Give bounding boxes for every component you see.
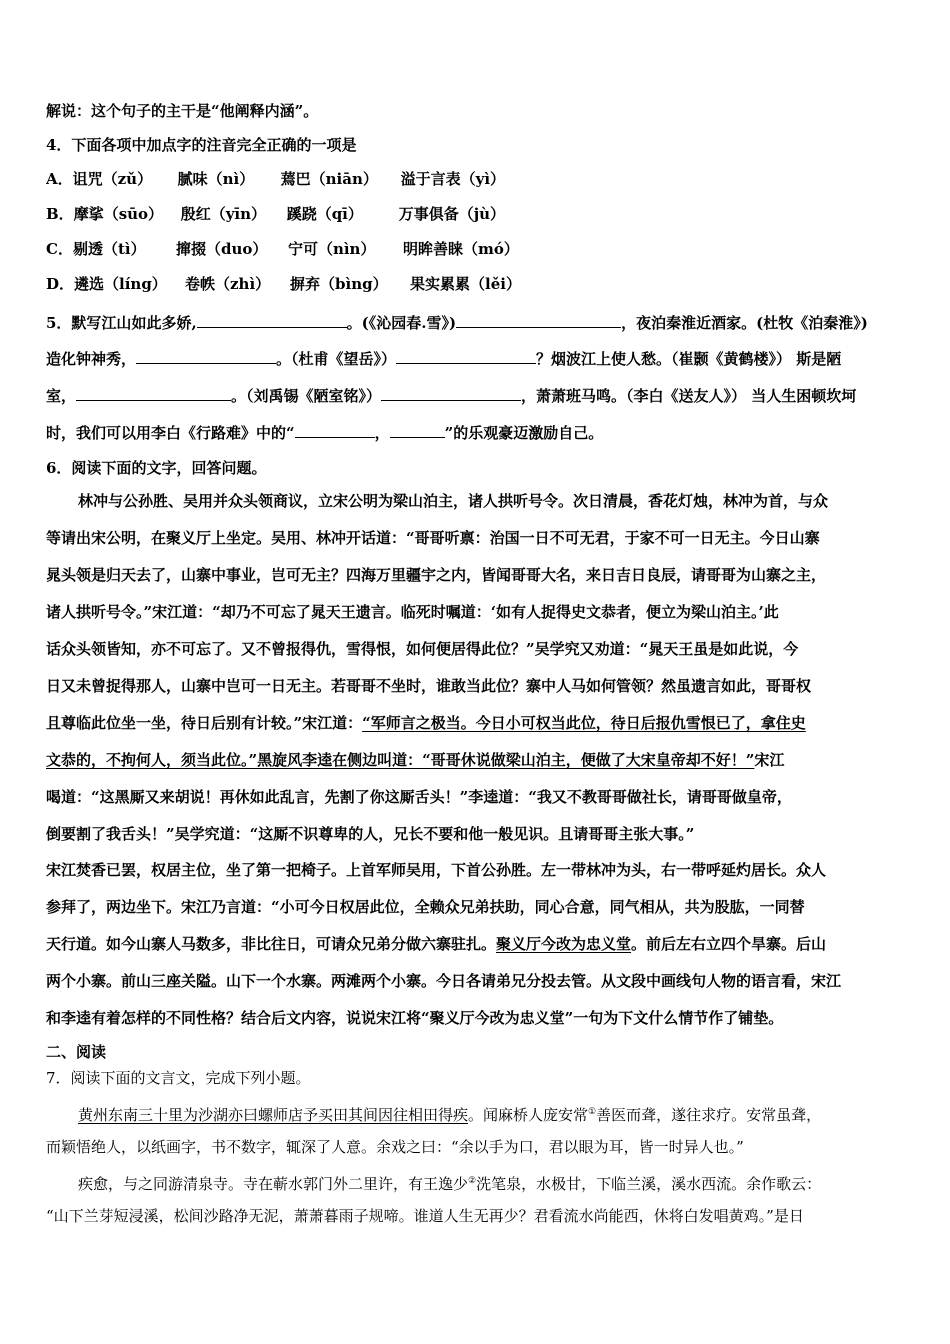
- section-heading: 二、阅读: [46, 1043, 107, 1061]
- q6-question-line: 和李逵有着怎样的不同性格？结合后文内容，说说宋江将“聚义厅今改为忠义堂”一句为下文什么情节作了铺垫。: [46, 1009, 784, 1027]
- answer-blank[interactable]: [390, 422, 445, 438]
- q6-passage-line: 喝道：“这黑厮又来胡说！再休如此乱言，先割了你这厮舌头！”李逵道：“我又不教哥哥做社长，请哥哥做皇帝，: [46, 788, 792, 806]
- q7-passage-line: 黄州东南三十里为沙湖亦曰螺师店予买田其间因往相田得疾。闻麻桥人庞安常①善医而聋，遂往求疗。安常虽聋，: [78, 1106, 822, 1124]
- q6-passage-line: 话众头领皆知，亦不可忘了。又不曾报得仇，雪得恨，如何便居得此位？”吴学究又劝道：“晁天王虽是如此说，今: [46, 640, 799, 658]
- q7-passage-line: “山下兰芽短浸溪，松间沙路净无泥，萧萧暮雨子规啼。谁道人生无再少？君看流水尚能西，休将白发唱黄鸡。”是日: [46, 1207, 804, 1225]
- q7-passage-line: 而颖悟绝人，以纸画字，书不数字，辄深了人意。余戏之曰：“余以手为口，君以眼为耳，皆一时异人也。”: [46, 1138, 744, 1156]
- q6-passage-line: 天行道。如今山寨人马数多，非比往日，可请众兄弟分做六寨驻扎。聚义厅今改为忠义堂。前后左右立四个旱寨。后山: [46, 935, 827, 953]
- q7-passage-line: 疾愈，与之同游清泉寺。寺在蕲水郭门外二里许，有王逸少②洗笔泉，水极甘，下临兰溪，溪水西流。余作歌云：: [78, 1175, 822, 1193]
- q6-passage-line: 倒要割了我舌头！”吴学究道：“这厮不识尊卑的人，兄长不要和他一般见识。且请哥哥主张大事。”: [46, 825, 695, 843]
- q6-passage-line: 诸人拱听号令。”宋江道：“却乃不可忘了晁天王遗言。临死时嘱道：‘如有人捉得史文恭者，便立为梁山泊主。’此: [46, 603, 779, 621]
- q4-option-b: B．摩挲（sūo） 殷红（yīn） 蹊跷（qī） 万事俱备（jù）: [46, 205, 506, 223]
- q6-passage-line: 日又未曾捉得那人，山寨中岂可一日无主。若哥哥不坐时，谁敢当此位？寨中人马如何管领？然虽遗言如此，哥哥权: [46, 677, 812, 695]
- q4-option-c: C．剔透（tì） 撺掇（duo） 宁可（nìn） 明眸善睐（mó）: [46, 240, 519, 258]
- underlined-phrase: 聚义厅今改为忠义堂: [496, 935, 632, 953]
- q4-option-a: A．诅咒（zǔ） 腻味（nì） 蔫巴（niān） 溢于言表（yì）: [46, 170, 506, 188]
- q6-passage-line: 宋江焚香已罢，权居主位，坐了第一把椅子。上首军师吴用，下首公孙胜。左一带林冲为头，右一带呼延灼居长。众人: [46, 861, 827, 879]
- q6-passage-line: 两个小寨。前山三座关隘。山下一个水寨。两滩两个小寨。今日各请弟兄分投去管。从文段中画线句人物的语言看，宋江: [46, 972, 842, 990]
- answer-blank[interactable]: [197, 312, 347, 328]
- q6-passage-line: 晁头领是归天去了，山寨中事业，岂可无主？四海万里疆宇之内，皆闻哥哥大名，来日吉日良辰，请哥哥为山寨之主，: [46, 566, 827, 584]
- answer-blank[interactable]: [381, 385, 521, 401]
- q4-option-d: D．遴选（líng） 卷帙（zhì） 摒弃（bìng） 果实累累（lěi）: [46, 275, 521, 293]
- q6-stem: 6．阅读下面的文字，回答问题。: [46, 459, 267, 477]
- q5-line1: 5．默写江山如此多娇, 。(《沁园春.雪》) ，夜泊秦淮近酒家。(杜牧《泊秦淮》): [46, 314, 868, 332]
- underlined-sentence: 文恭的，不拘何人，须当此位。”黑旋风李逵在侧边叫道：“哥哥休说做梁山泊主，便做了大宋皇帝却不好！”: [46, 751, 755, 769]
- answer-blank[interactable]: [76, 385, 231, 401]
- answer-blank[interactable]: [136, 348, 276, 364]
- q6-passage-line: 且尊临此位坐一坐，待日后别有计较。”宋江道：“军师言之极当。今日小可权当此位，待日后报仇雪恨已了，拿住史: [46, 714, 806, 732]
- footnote-marker: ①: [588, 1107, 597, 1117]
- answer-blank[interactable]: [456, 312, 621, 328]
- q5-line4: 时，我们可以用李白《行路难》中的“ ， ”的乐观豪迈激励自己。: [46, 424, 604, 442]
- q7-stem: 7．阅读下面的文言文，完成下列小题。: [46, 1069, 311, 1087]
- q6-passage-line: 参拜了，两边坐下。宋江乃言道：“小可今日权居此位，全赖众兄弟扶助，同心合意，同气相从，共为股肱，一同替: [46, 898, 805, 916]
- footnote-marker: ②: [468, 1176, 477, 1186]
- q5-line3: 室， 。（刘禹锡《陋室铭》） ，萧萧班马鸣。（李白《送友人》） 当人生困顿坎坷: [46, 387, 857, 405]
- q6-passage-line: 等请出宋公明，在聚义厅上坐定。吴用、林冲开话道：“哥哥听禀：治国一日不可无君，于家不可一日无主。今日山寨: [46, 529, 820, 547]
- underlined-sentence: “军师言之极当。今日小可权当此位，待日后报仇雪恨已了，拿住史: [362, 714, 806, 732]
- q6-passage-line: 文恭的，不拘何人，须当此位。”黑旋风李逵在侧边叫道：“哥哥休说做梁山泊主，便做了大宋皇帝却不好！”宋江: [46, 751, 785, 769]
- q4-stem: 4．下面各项中加点字的注音完全正确的一项是: [46, 136, 357, 154]
- answer-blank[interactable]: [396, 348, 536, 364]
- q3-explanation: 解说：这个句子的主干是“他阐释内涵”。: [46, 102, 319, 120]
- q5-line2: 造化钟神秀， 。（杜甫《望岳》） ？烟波江上使人愁。（崔颢《黄鹤楼》） 斯是陋: [46, 350, 842, 368]
- underlined-sentence: 黄州东南三十里为沙湖亦曰螺师店予买田其间因往相田得疾: [78, 1106, 469, 1124]
- answer-blank[interactable]: [295, 422, 375, 438]
- q6-passage-line: 林冲与公孙胜、吴用并众头领商议，立宋公明为梁山泊主，诸人拱听号令。次日清晨，香花灯烛，林冲为首，与众: [78, 492, 829, 510]
